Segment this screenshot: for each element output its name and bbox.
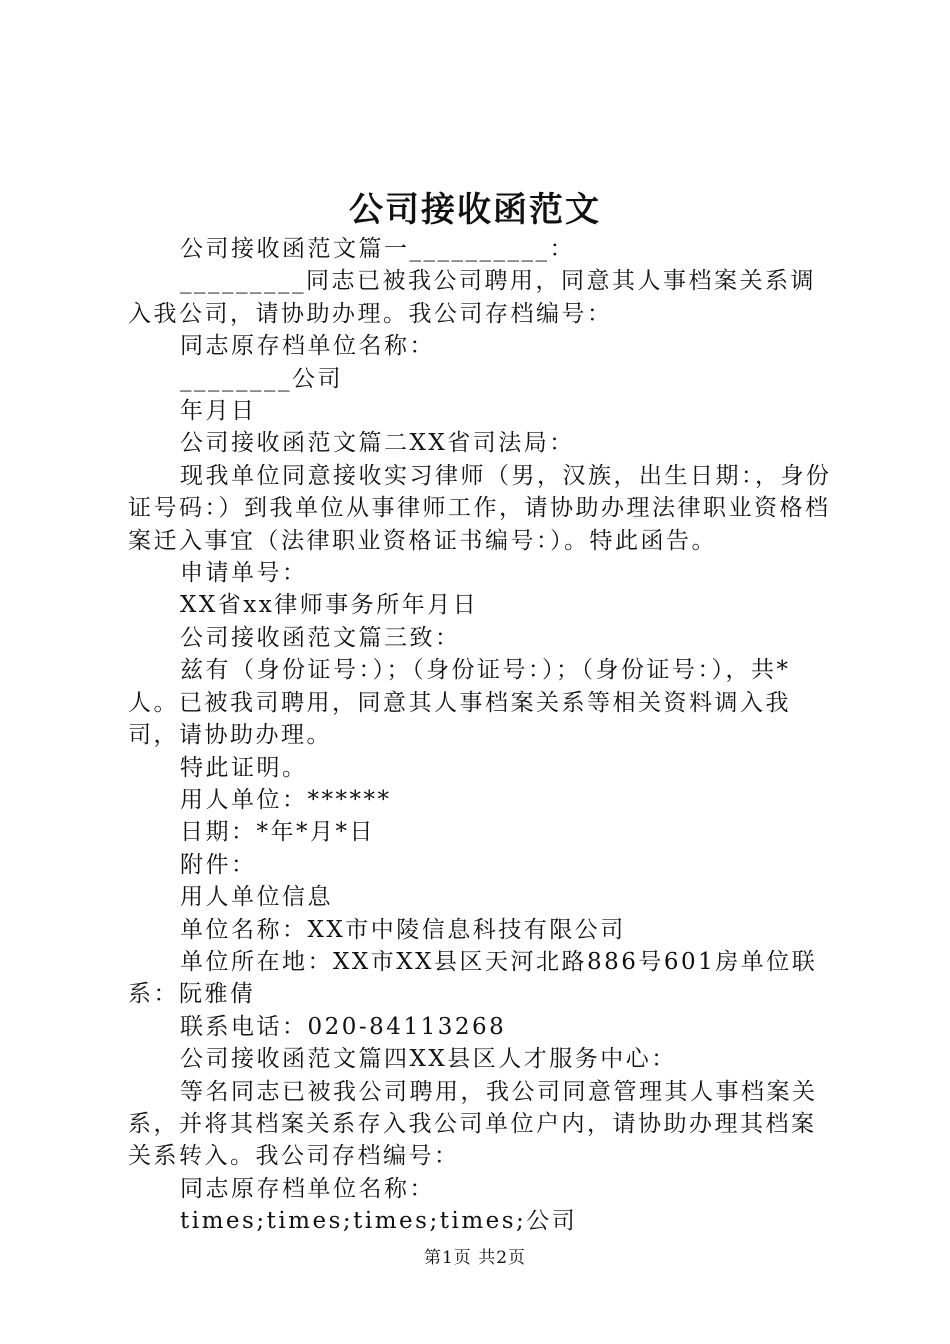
paragraph: _________同志已被我公司聘用，同意其人事档案关系调入我公司，请协助办理。我公司存档编号： (128, 268, 816, 327)
paragraph: 联系电话：020-84113268 (180, 1013, 507, 1040)
paragraph: 兹有（身份证号：）；（身份证号：）；（身份证号：），共*人。已被我司聘用，同意其人事档案关系等相关资料调入我司，请协助办理。 (128, 657, 791, 749)
paragraph: XX省xx律师事务所年月日 (180, 592, 479, 619)
paragraph: 等名同志已被我公司聘用，我公司同意管理其人事档案关系，并将其档案关系存入我公司单位户内，请协助办理其档案关系转入。我公司存档编号： (128, 1078, 818, 1170)
paragraph: 单位所在地：XX市XX县区天河北路886号601房单位联系：阮雅倩 (128, 948, 818, 1008)
paragraph: 申请单号： (180, 560, 308, 587)
paragraph: 特此证明。 (180, 754, 308, 781)
paragraph: 日期：*年*月*日 (180, 819, 375, 846)
document-body (128, 233, 834, 1238)
paragraph: 单位名称：XX市中陵信息科技有限公司 (180, 916, 626, 943)
paragraph: times;times;times;times;公司 (180, 1208, 578, 1235)
document-title: 公司接收函范文 (349, 190, 601, 230)
page-footer: 第1页 共2页 (423, 1248, 527, 1268)
paragraph: ________公司 (180, 365, 343, 392)
paragraph: 同志原存档单位名称： (180, 333, 435, 360)
paragraph: 现我单位同意接收实习律师（男，汉族，出生日期：，身份证号码：）到我单位从事律师工作，请协助办理法律职业资格档案迁入事宜（法律职业资格证书编号：）。特此函告。 (128, 462, 832, 554)
paragraph: 公司接收函范文篇二XX省司法局： (180, 430, 575, 457)
paragraph: 同志原存档单位名称： (180, 1175, 435, 1202)
paragraph: 公司接收函范文篇三致： (180, 624, 461, 651)
paragraph: 附件： (180, 851, 257, 878)
paragraph: 用人单位信息 (180, 884, 333, 911)
paragraph: 公司接收函范文篇四XX县区人才服务中心： (180, 1046, 677, 1073)
paragraph: 用人单位：****** (180, 786, 392, 813)
paragraph: 公司接收函范文篇一__________： (180, 236, 575, 262)
paragraph: 年月日 (180, 398, 257, 425)
